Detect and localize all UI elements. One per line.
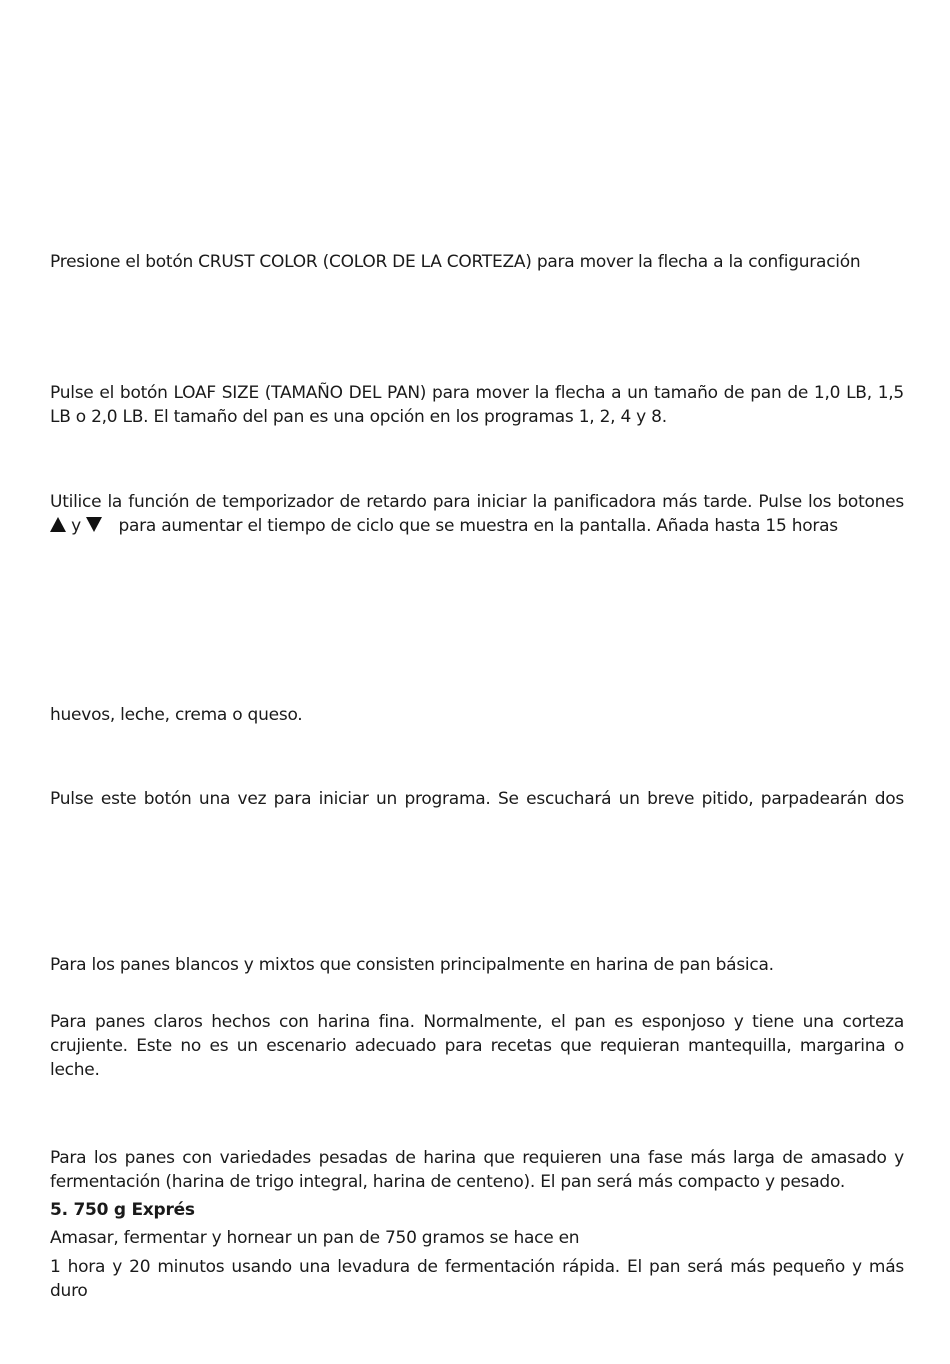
delay-timer-word: el bbox=[247, 516, 263, 536]
delay-timer-y: y bbox=[71, 516, 81, 536]
ingredients-text: huevos, leche, crema o queso. bbox=[50, 705, 303, 725]
french-program-paragraph bbox=[50, 1010, 904, 1082]
loaf-size-paragraph bbox=[50, 381, 904, 429]
delay-timer-word: se bbox=[435, 516, 455, 536]
whole-wheat-line-1: Para los panes con variedades pesadas de harina que requieren una fase más larga de amasado y bbox=[50, 1148, 904, 1168]
express-line-2: 1 hora y 20 minutos usando una levadura de fermentación rápida. El pan será más pequeño y más duro bbox=[50, 1257, 904, 1301]
whole-wheat-paragraph bbox=[50, 1146, 904, 1194]
loaf-size-line-2: LB o 2,0 LB. El tamaño del pan es una opción en los programas 1, 2, 4 y 8. bbox=[50, 407, 667, 427]
delay-timer-word: 15 bbox=[765, 516, 787, 536]
delay-timer-line-2 bbox=[50, 514, 904, 538]
loaf-size-line-1: Pulse el botón LOAF SIZE (TAMAÑO DEL PAN) para mover la flecha a un tamaño de pan de 1,0 LB, 1,5 bbox=[50, 383, 904, 403]
triangle-down-icon bbox=[86, 517, 102, 532]
delay-timer-word: pantalla. bbox=[579, 516, 652, 536]
whole-wheat-line-2: fermentación (harina de trigo integral, harina de centeno). El pan será más compacto y pesado. bbox=[50, 1172, 845, 1192]
start-button-text: Pulse este botón una vez para iniciar un programa. Se escuchará un breve pitido, parpadearán dos bbox=[50, 789, 904, 809]
express-heading: 5. 750 g Exprés bbox=[50, 1200, 195, 1220]
delay-timer-word: para bbox=[118, 516, 157, 536]
basic-program-text: Para los panes blancos y mixtos que consisten principalmente en harina de pan básica. bbox=[50, 955, 774, 975]
express-line-1: Amasar, fermentar y hornear un pan de 750 gramos se hace en bbox=[50, 1228, 580, 1248]
delay-timer-word: muestra bbox=[459, 516, 529, 536]
delay-timer-word: en bbox=[533, 516, 555, 536]
triangle-up-icon bbox=[50, 517, 66, 532]
crust-color-text: Presione el botón CRUST COLOR (COLOR DE LA CORTEZA) para mover la flecha a la configuración bbox=[50, 252, 861, 272]
delay-timer-word: ciclo bbox=[356, 516, 394, 536]
delay-timer-paragraph bbox=[50, 490, 904, 538]
delay-timer-line-1: Utilice la función de temporizador de retardo para iniciar la panificadora más tarde. Pulse los botones bbox=[50, 492, 904, 512]
delay-timer-word: horas bbox=[791, 516, 838, 536]
delay-timer-word: de bbox=[330, 516, 352, 536]
french-line-1: Para panes claros hechos con harina fina. Normalmente, el pan es esponjoso y tiene una corteza bbox=[50, 1012, 904, 1032]
delay-timer-word: tiempo bbox=[267, 516, 326, 536]
delay-timer-word: hasta bbox=[714, 516, 761, 536]
french-line-2: crujiente. Este no es un escenario adecuado para recetas que requieran mantequilla, margarina o leche. bbox=[50, 1036, 904, 1080]
delay-timer-word: aumentar bbox=[161, 516, 243, 536]
delay-timer-word: que bbox=[398, 516, 431, 536]
delay-timer-word: Añada bbox=[656, 516, 710, 536]
delay-timer-word: la bbox=[559, 516, 574, 536]
